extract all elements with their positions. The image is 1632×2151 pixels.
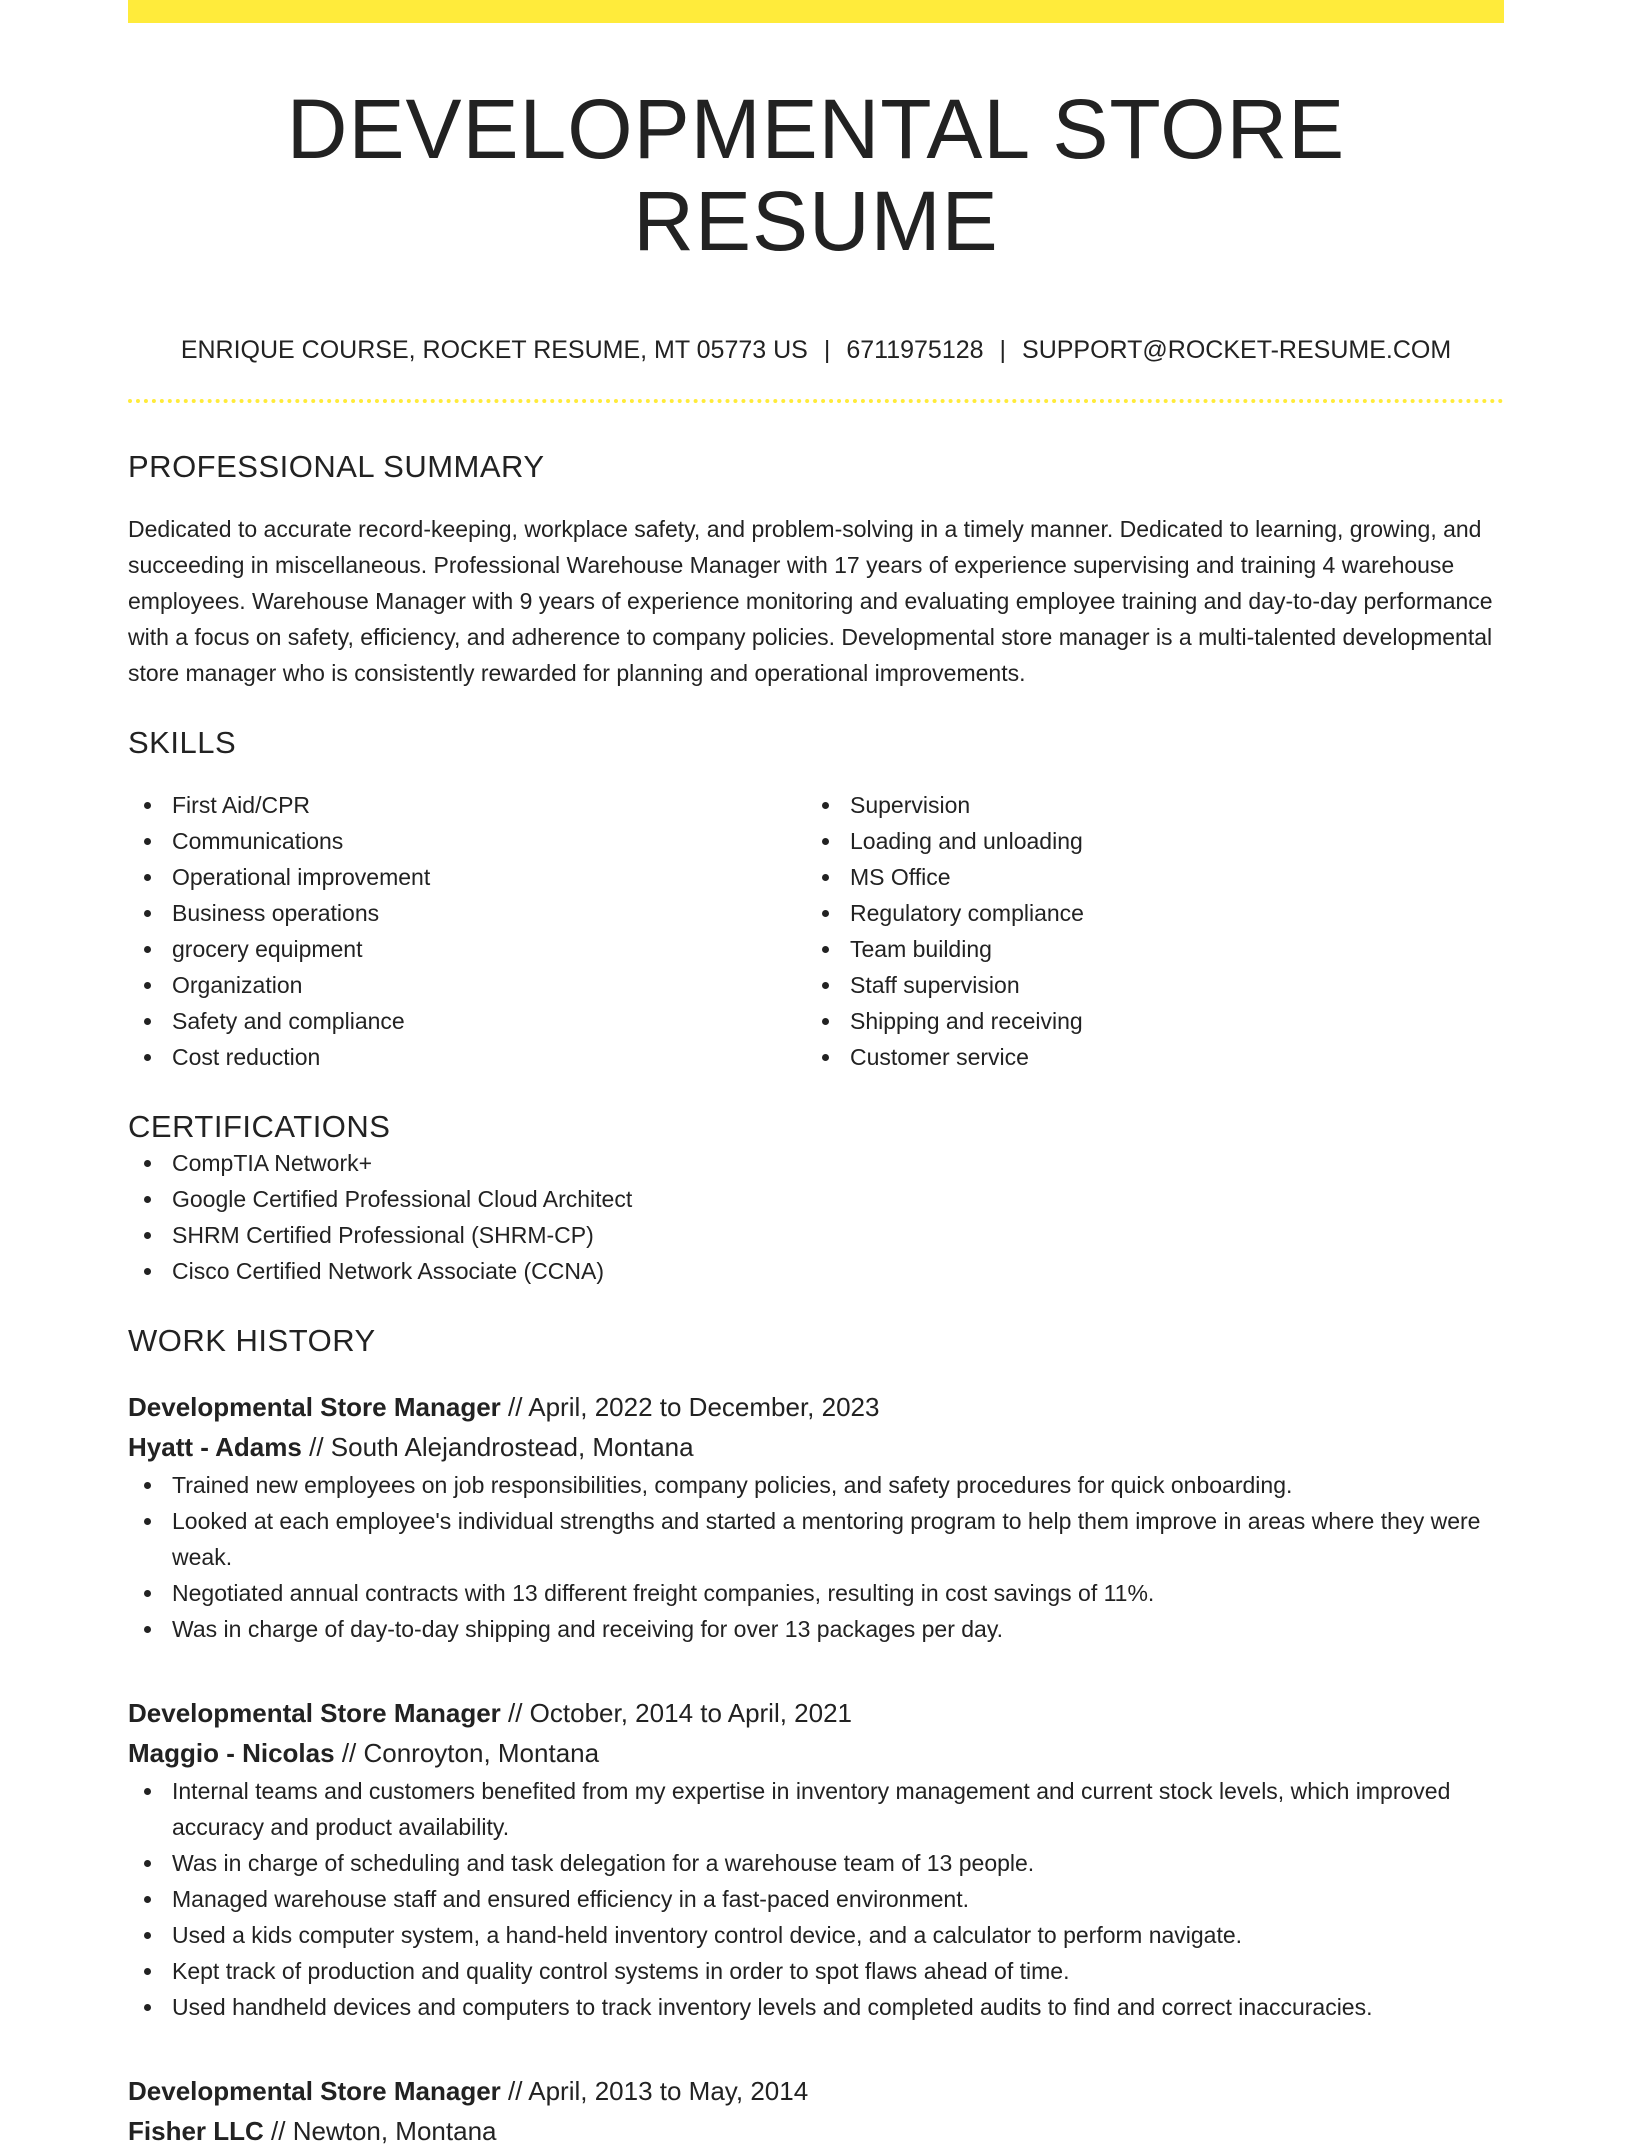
contact-line [128, 336, 1504, 365]
work-history-section [128, 1323, 1504, 2151]
job-dates: // April, 2022 to December, 2023 [508, 1391, 880, 1422]
contact-phone: 6711975128 [846, 335, 984, 364]
skill-item: Customer service [806, 1039, 1484, 1075]
job-bullet: Looked at each employee's individual strengths and started a mentoring program to help them improve in areas where they were weak. [128, 1503, 1504, 1575]
job-entry [128, 1693, 1504, 2025]
contact-address: ENRIQUE COURSE, ROCKET RESUME, MT 05773 US [180, 335, 808, 364]
certifications-list [128, 1145, 1504, 1289]
job-company: Fisher LLC [128, 2115, 264, 2146]
skill-item: Safety and compliance [128, 1003, 806, 1039]
job-title-line [128, 1693, 1504, 1733]
dotted-divider [128, 399, 1504, 403]
skill-item: Staff supervision [806, 967, 1484, 1003]
certification-item: Google Certified Professional Cloud Architect [128, 1181, 1504, 1217]
skill-item: Supervision [806, 787, 1484, 823]
skill-item: grocery equipment [128, 931, 806, 967]
job-entry [128, 2071, 1504, 2151]
job-title-line [128, 2071, 1504, 2111]
job-company-line [128, 2111, 1504, 2151]
job-entry [128, 1387, 1504, 1647]
certification-item: Cisco Certified Network Associate (CCNA) [128, 1253, 1504, 1289]
job-title-line [128, 1387, 1504, 1427]
job-company: Hyatt - Adams [128, 1431, 302, 1462]
contact-email: SUPPORT@ROCKET-RESUME.COM [1022, 335, 1452, 364]
skill-item: Loading and unloading [806, 823, 1484, 859]
job-location: // South Alejandrostead, Montana [309, 1431, 694, 1462]
work-history-heading: WORK HISTORY [128, 1322, 376, 1358]
skill-item: Team building [806, 931, 1484, 967]
job-company: Maggio - Nicolas [128, 1737, 335, 1768]
resume-page [128, 0, 1504, 2151]
skill-item: First Aid/CPR [128, 787, 806, 823]
skill-item: Organization [128, 967, 806, 1003]
job-bullet: Negotiated annual contracts with 13 different freight companies, resulting in cost savings of 11%. [128, 1575, 1504, 1611]
job-bullet: Was in charge of day-to-day shipping and receiving for over 13 packages per day. [128, 1611, 1504, 1647]
summary-section [128, 449, 1504, 691]
job-location: // Conroyton, Montana [341, 1737, 600, 1768]
skill-item: MS Office [806, 859, 1484, 895]
job-bullet: Kept track of production and quality control systems in order to spot flaws ahead of time. [128, 1953, 1504, 1989]
job-title: Developmental Store Manager [128, 2075, 501, 2106]
skills-section [128, 725, 1504, 1075]
job-bullet: Used handheld devices and computers to track inventory levels and completed audits to find and correct inaccuracies. [128, 1989, 1504, 2025]
resume-title: DEVELOPMENTAL STORE RESUME [286, 82, 1346, 269]
skills-heading: SKILLS [128, 724, 237, 760]
certification-item: SHRM Certified Professional (SHRM-CP) [128, 1217, 1504, 1253]
job-bullet: Trained new employees on job responsibilities, company policies, and safety procedures for quick onboarding. [128, 1467, 1504, 1503]
job-bullet: Was in charge of scheduling and task delegation for a warehouse team of 13 people. [128, 1845, 1504, 1881]
contact-separator: | [999, 335, 1007, 364]
summary-text: Dedicated to accurate record-keeping, workplace safety, and problem-solving in a timely manner. Dedicated to learning, growing, and succeeding in miscellaneous. Professional Warehouse Manager with 17 years of experience supervising and training 4 warehouse employees. Warehouse Manager with 9 years of experience monitoring and evaluating employee training and day-to-day performance with a focus on safety, efficiency, and adherence to company policies. Developmental store manager is a multi-talented developmental store manager who is consistently rewarded for planning and operational improvements. [128, 515, 1493, 686]
skill-item: Shipping and receiving [806, 1003, 1484, 1039]
certifications-section [128, 1109, 1504, 1289]
job-company-line [128, 1733, 1504, 1773]
skill-item: Regulatory compliance [806, 895, 1484, 931]
job-dates: // October, 2014 to April, 2021 [508, 1697, 853, 1728]
job-bullet: Managed warehouse staff and ensured efficiency in a fast-paced environment. [128, 1881, 1504, 1917]
certification-item: CompTIA Network+ [128, 1145, 1504, 1181]
job-title: Developmental Store Manager [128, 1391, 501, 1422]
job-title: Developmental Store Manager [128, 1697, 501, 1728]
job-company-line [128, 1427, 1504, 1467]
top-accent-bar [128, 0, 1504, 23]
job-bullet: Used a kids computer system, a hand-held inventory control device, and a calculator to perform navigate. [128, 1917, 1504, 1953]
summary-heading: PROFESSIONAL SUMMARY [128, 448, 545, 484]
skill-item: Communications [128, 823, 806, 859]
job-dates: // April, 2013 to May, 2014 [508, 2075, 809, 2106]
certifications-heading: CERTIFICATIONS [128, 1108, 391, 1144]
skills-grid [128, 787, 1504, 1075]
job-location: // Newton, Montana [271, 2115, 497, 2146]
job-bullets [128, 1773, 1504, 2025]
skill-item: Operational improvement [128, 859, 806, 895]
job-bullets [128, 1467, 1504, 1647]
skill-item: Cost reduction [128, 1039, 806, 1075]
skills-column-right [806, 787, 1484, 1075]
skills-column-left [128, 787, 806, 1075]
skill-item: Business operations [128, 895, 806, 931]
job-bullet: Internal teams and customers benefited from my expertise in inventory management and current stock levels, which improved accuracy and product availability. [128, 1773, 1504, 1845]
contact-separator: | [823, 335, 831, 364]
